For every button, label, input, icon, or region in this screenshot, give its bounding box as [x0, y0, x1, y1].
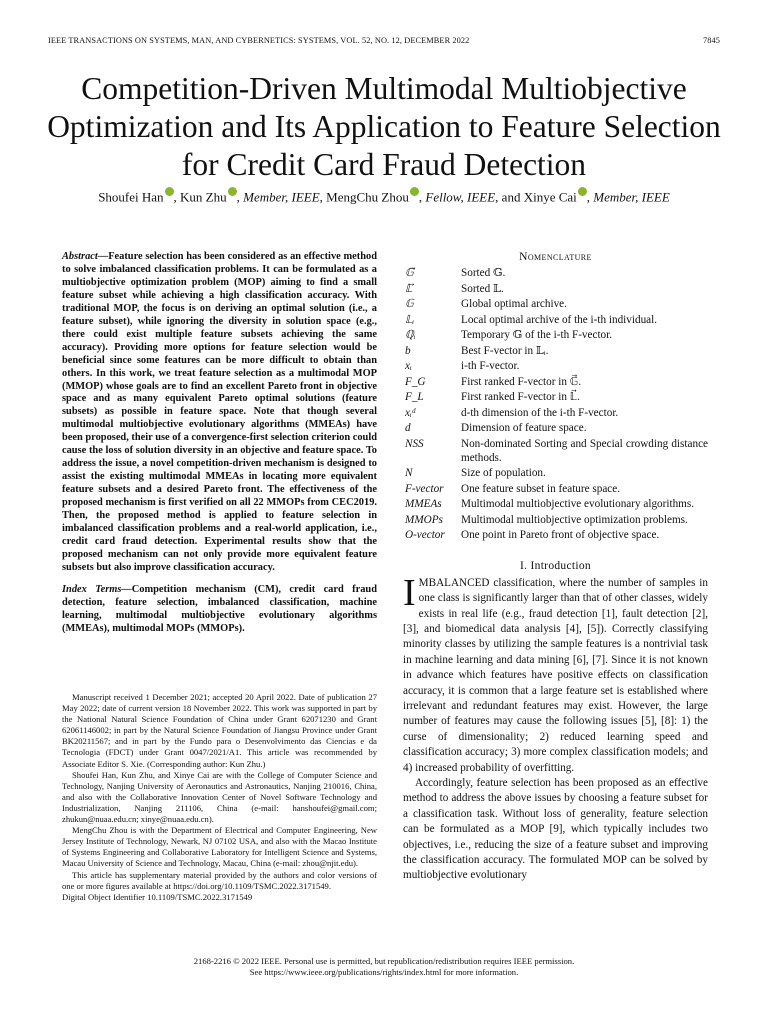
nomenclature-heading: Nomenclature [519, 251, 592, 263]
footnote-manuscript: Manuscript received 1 December 2021; accepted 20 April 2022. Date of publication 27 May 2022; date of current version 18 November 2022. This work was supported in part by the National Natural Science Foundation of China under Grant 62071230 and Grant 62061146002; in part by the Natural Science Foundation of Jiangsu Province under Grant BK20211567; and in part by the Fundo para o Desenvolvimento das Ciencias e da Tecnologia (FDCT) under Grant 0047/2021/A1. This article was recommended by Associate Editor S. Xie. (Corresponding author: Kun Zhu.) [62, 692, 377, 769]
nomenclature-row [403, 313, 708, 329]
abstract-label: Abstract— [62, 251, 109, 262]
author-name: Kun Zhu [180, 189, 227, 205]
nomenclature-row [403, 528, 708, 544]
nomenclature-row [403, 266, 708, 282]
nomenclature-row [403, 482, 708, 498]
nomenclature-row [403, 344, 708, 360]
intro-paragraph [403, 776, 708, 884]
copyright-line: 2168-2216 © 2022 IEEE. Personal use is permitted, but republication/redistribution requires IEEE permission. [193, 956, 575, 966]
author-role: Fellow, IEEE [425, 189, 496, 205]
author-name: Shoufei Han [98, 189, 164, 205]
nomenclature-row [403, 513, 708, 529]
nomenclature-row [403, 390, 708, 406]
index-terms [62, 584, 377, 636]
nomenclature-symbol: 𝕃ᵢ [405, 313, 415, 326]
nomenclature-definition: Temporary 𝔾 of the i-th F-vector. [461, 329, 613, 341]
nomenclature-row [403, 282, 708, 298]
nomenclature-definition: One feature subset in feature space. [461, 482, 621, 495]
nomenclature-row [403, 406, 708, 422]
nomenclature-symbol: NSS [405, 437, 424, 450]
nomenclature-definition: d-th dimension of the i-th F-vector. [461, 406, 619, 419]
nomenclature-definition: Sorted 𝔾. [461, 267, 506, 279]
nomenclature-row [403, 497, 708, 513]
nomenclature-definition: Non-dominated Sorting and Special crowding distance methods. [461, 437, 708, 464]
footnote-supplementary: This article has supplementary material provided by the authors and color versions of one or more figures available at https://doi.org/10.1109/TSMC.2022.3171549. [62, 869, 377, 891]
nomenclature-definition: Dimension of feature space. [461, 422, 587, 434]
nomenclature-row [403, 328, 708, 344]
nomenclature-symbol: 𝕃⃗ [405, 282, 413, 295]
orcid-icon[interactable] [165, 187, 174, 196]
nomenclature-definition: Global optimal archive. [461, 298, 567, 310]
page-number: 7845 [703, 36, 720, 45]
footnote-affiliation-1: Shoufei Han, Kun Zhu, and Xinye Cai are with the College of Computer Science and Technology, Nanjing University of Aeronautics and Astronautics, Nanjing 210016, China, and also with the Collaborative Innovation Center of Novel Software Technology and Industrialization, Nanjing 211106, China (e-mail: hanshoufei@gmail.com; zhukun@nuaa.edu.cn; xinye@nuaa.edu.cn). [62, 769, 377, 825]
nomenclature-table [403, 266, 708, 544]
intro-text-2: Accordingly, feature selection has been proposed as an effective method to address the above issues by choosing a feature subset for a classification task. Without loss of generality, feature selection can be formulated as a MOP [9], which typically includes two objectives, i.e., reducing the size of a feature subset and improving the classification accuracy. The formulated MOP can be solved by multiobjective evolutionary [403, 776, 708, 882]
nomenclature-symbol: F-vector [405, 482, 444, 495]
author-name: Xinye Cai [523, 189, 577, 205]
paper-title: Competition-Driven Multimodal Multiobjective Optimization and Its Application to Feature Selection for Credit Card Fraud Detection [47, 71, 721, 182]
nomenclature-definition: Local optimal archive of the i-th individual. [461, 313, 658, 326]
nomenclature-definition: Multimodal multiobjective evolutionary algorithms. [461, 498, 695, 511]
nomenclature-row [403, 297, 708, 313]
abstract [62, 251, 377, 575]
author-role: Member, IEEE [593, 189, 670, 205]
abstract-text: Feature selection has been considered as an effective method to solve imbalanced classification problems. It can be formulated as a multiobjective optimization problem (MOP) aiming to find a small feature subset while achieving a high classification accuracy. With traditional MOP, the focus is on deriving an optimal solution (i.e., a feature subset), while ignoring the diversity in solution space (e.g., there could exist multiple feature subsets achieving the same accuracy). Providing more options for feature selection would be beneficial since some features can be more difficult to obtain than others. In this work, we treat feature selection as a multimodal MOP (MMOP) whose goals are to find an excellent Pareto front in objective space and as many equivalent Pareto optimal solutions (feature subsets) as possible in feature space. Note that though several multimodal multiobjective evolutionary algorithms (MMEAs) have been proposed, their use of a convergence-first selection criterion could cause the loss of solution diversity in an objective and feature space. To address the issue, a novel competition-driven mechanism is designed to assist the existing multimodal MMEAs in locating more equivalent feature subsets and a desired Pareto front. The effectiveness of the proposed mechanism is first verified on all 22 MMOPs from CEC2019. Then, the proposed method is applied to feature selection in imbalanced classification problems and a real-world application, i.e., credit card fraud detection. Experimental results show that the proposed mechanism can not only provide more equivalent feature subsets but also improve classification accuracy. [62, 251, 377, 573]
section-heading: I. Introduction [520, 559, 591, 572]
nomenclature-definition: First ranked F-vector in 𝔾⃗. [461, 375, 582, 388]
footnote [62, 692, 377, 903]
orcid-icon[interactable] [228, 187, 237, 196]
nomenclature-symbol: N [405, 467, 413, 480]
intro-text-1: MBALANCED classification, where the number of samples in one class is significantly larger than that of other classes, widely exists in real life (e.g., fraud detection [1], fault detection [2], [3], and biomedical data analysis [4], [5]). Correctly classifying minority classes by utilizing the sample features is a nontrivial task in machine learning and data mining [6], [7]. Since it is not known in advance which features have positive effects on classification accuracy, it is common that a large feature set is established where irrelevant and redundant features may exist. However, the large number of features may cause the following issues [5], [8]: 1) the curse of dimensionality; 2) reduced learning speed and classification accuracy; 3) more complex classification models; and 4) increased probability of overfitting. [403, 576, 708, 774]
nomenclature-row [403, 359, 708, 375]
nomenclature-symbol: d [405, 422, 411, 434]
nomenclature-symbol: xᵢᵈ [405, 406, 416, 419]
footnote-doi: Digital Object Identifier 10.1109/TSMC.2022.3171549 [62, 891, 253, 902]
nomenclature-symbol: MMOPs [405, 513, 443, 526]
author-name: MengChu Zhou [326, 189, 409, 205]
nomenclature-row [403, 466, 708, 482]
copyright-notice [40, 956, 728, 978]
nomenclature-symbol: MMEAs [405, 498, 442, 511]
right-column [403, 251, 708, 884]
index-terms-text: Competition mechanism (CM), credit card fraud detection, feature selection, imbalanced classification, machine learning, multimodal multiobjective evolutionary algorithms (MMEAs), multimodal MOPs (MMOPs). [62, 583, 377, 634]
nomenclature-symbol: b [405, 344, 411, 357]
index-terms-label: Index Terms— [62, 583, 132, 595]
nomenclature-symbol: F_L [405, 391, 424, 403]
nomenclature-symbol: 𝔾⃗ [405, 267, 414, 279]
orcid-icon[interactable] [410, 187, 419, 196]
running-header [48, 36, 720, 45]
nomenclature-symbol: 𝔾 [405, 298, 414, 310]
nomenclature-row [403, 421, 708, 437]
nomenclature-row [403, 375, 708, 391]
journal-name: IEEE TRANSACTIONS ON SYSTEMS, MAN, AND CYBERNETICS: SYSTEMS, VOL. 52, NO. 12, DECEMBER 2022 [48, 36, 470, 45]
nomenclature-definition: Sorted 𝕃. [461, 282, 504, 295]
nomenclature-symbol: F_G [405, 375, 426, 388]
nomenclature-definition: One point in Pareto front of objective space. [461, 529, 660, 542]
author-conjunction: and [501, 189, 521, 205]
author-role: Member, IEEE [243, 189, 320, 205]
nomenclature-symbol: xᵢ [405, 360, 412, 372]
orcid-icon[interactable] [578, 187, 587, 196]
nomenclature-definition: Multimodal multiobjective optimization problems. [461, 513, 688, 526]
copyright-line: See https://www.ieee.org/publications/rights/index.html for more information. [249, 967, 519, 977]
nomenclature-symbol: O-vector [405, 529, 445, 542]
intro-paragraph [403, 571, 708, 776]
author-list: Shoufei Han , Kun Zhu , Member, IEEE, MengChu Zhou , Fellow, IEEE, and Xinye Cai , Member, IEEE [40, 187, 728, 205]
nomenclature-row [403, 437, 708, 467]
footnote-affiliation-2: MengChu Zhou is with the Department of Electrical and Computer Engineering, New Jersey Institute of Technology, Newark, NJ 07102 USA, and also with the Macao Institute of Systems Engineering and Collaborative Laboratory for Intelligent Science and Systems, Macau University of Science and Technology, Macau, China (e-mail: zhou@njit.edu). [62, 825, 377, 869]
nomenclature-symbol: ℚᵢ [405, 329, 416, 341]
nomenclature-definition: Best F-vector in 𝕃ᵢ. [461, 344, 549, 357]
nomenclature-definition: Size of population. [461, 467, 546, 480]
nomenclature-definition: i-th F-vector. [461, 360, 520, 372]
drop-cap: I [403, 571, 416, 614]
left-column [62, 251, 377, 636]
nomenclature-definition: First ranked F-vector in 𝕃⃗. [461, 391, 580, 403]
